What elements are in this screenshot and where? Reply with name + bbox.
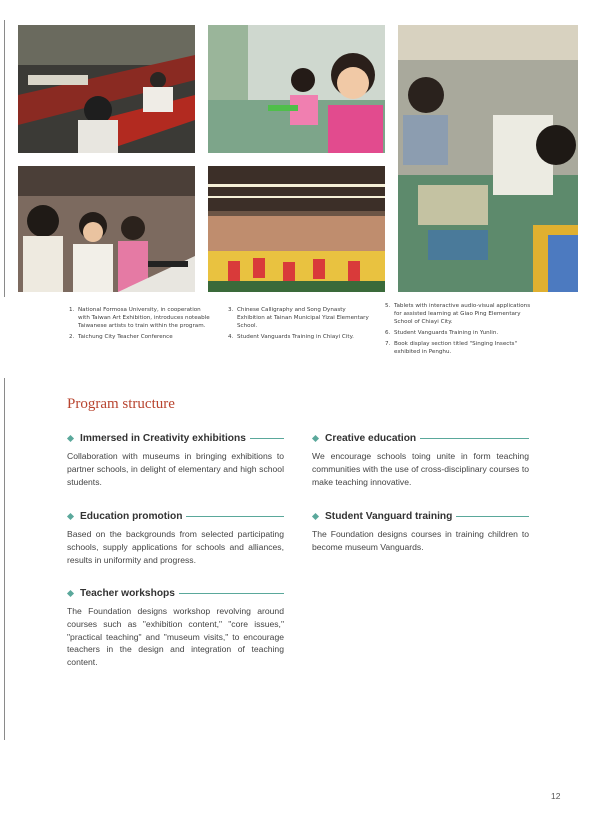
photo-student-vanguards (208, 166, 385, 292)
section-heading: Creative education (312, 431, 529, 445)
section-teacher-workshops (67, 586, 284, 669)
photo-captions-col1 (69, 306, 213, 344)
section-heading: Immersed in Creativity exhibitions (67, 431, 284, 445)
caption-item: 3. Chinese Calligraphy and Song Dynasty Exhibition at Tainan Municipal Yizai Elementary School. (228, 307, 369, 330)
section-body: Collaboration with museums in bringing exhibitions to partner schools, in delight of elementary and high school students. (67, 451, 284, 487)
heading-rule (456, 516, 529, 517)
heading-rule (179, 593, 284, 594)
photo-teacher-conference (18, 166, 195, 292)
heading-rule (420, 438, 529, 439)
page-number: 12 (551, 791, 561, 801)
section-education-promotion (67, 509, 284, 566)
section-body: Based on the backgrounds from selected participating schools, supply applications for schools and alliances, results in uniformity and progress. (67, 529, 284, 565)
heading-rule (186, 516, 284, 517)
photo-captions-col2 (228, 306, 374, 344)
section-heading: Student Vanguard training (312, 509, 529, 523)
section-heading: Teacher workshops (67, 586, 284, 600)
section-creative-education (312, 431, 529, 488)
section-body: The Foundation designs courses in training children to become museum Vanguards. (312, 529, 529, 552)
caption-item: 6. Student Vanguards Training in Yunlin. (385, 330, 499, 337)
photo-insect-book-display (398, 25, 578, 292)
photo-calligraphy-class (18, 25, 195, 153)
section-student-vanguard (312, 509, 529, 554)
margin-rule (4, 20, 5, 297)
section-body: We encourage schools toing unite in form teaching communities with the use of cross-disciplinary courses to make teaching innovative. (312, 451, 529, 487)
section-heading: Education promotion (67, 509, 284, 523)
diamond-bullet-icon (67, 589, 74, 596)
page-title: Program structure (67, 396, 175, 412)
photo-captions-col3 (385, 302, 533, 359)
diamond-bullet-icon (312, 434, 319, 441)
diamond-bullet-icon (67, 512, 74, 519)
section-body: The Foundation designs workshop revolving around courses such as "exhibition content," "core issues," "practical teaching" and "museum visits," to encourage teachers in the design and integration of teaching content. (67, 606, 284, 668)
section-creativity-exhibitions (67, 431, 284, 488)
margin-rule (4, 378, 5, 740)
diamond-bullet-icon (67, 434, 74, 441)
diamond-bullet-icon (312, 512, 319, 519)
caption-item: 5. Tablets with interactive audio-visual applications for assisted learning at Giao Ping Elementary School of Chiayi City. (385, 303, 531, 326)
photo-tablet-children (208, 25, 385, 153)
caption-item: 7. Book display section titled "Singing Insects" exhibited in Penghu. (385, 340, 518, 356)
caption-item: 1. National Formosa University, in cooperation with Taiwan Art Exhibition, introduces noteable Taiwanese artists to train within the program. (69, 307, 210, 330)
caption-item: 4. Student Vanguards Training in Chiayi City. (228, 334, 354, 341)
heading-rule (250, 438, 284, 439)
caption-item: 2. Taichung City Teacher Conference (69, 334, 173, 341)
